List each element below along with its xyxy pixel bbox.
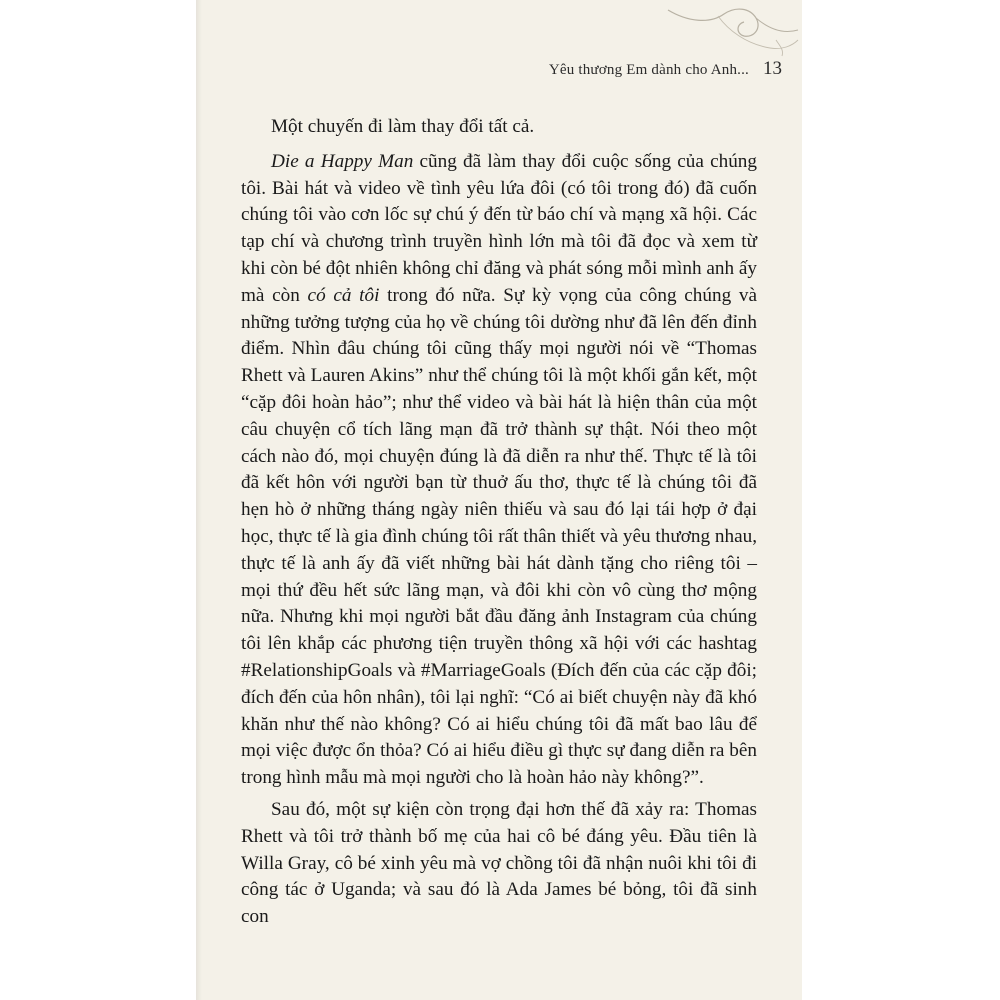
text-segment-italic: có cả tôi: [307, 284, 380, 306]
text-segment: cũng đã làm thay đổi cuộc sống của chúng tôi. Bài hát và video về tình yêu lứa đôi (có tôi trong đó) đã cuốn chúng tôi vào cơn lốc sự chú ý đến từ báo chí và mạng xã hội. Các tạp chí và chương trình truyền hình lớn mà tôi đã đọc và xem từ khi còn bé đột nhiên không chỉ đăng và phát sóng mỗi mình anh ấy mà còn: [241, 150, 757, 306]
body-text: [241, 114, 757, 931]
paragraph: [241, 114, 757, 141]
paragraph: [241, 149, 757, 792]
page-edge-shadow: [196, 0, 202, 1000]
text-segment: trong đó nữa. Sự kỳ vọng của công chúng và những tưởng tượng của họ về chúng tôi dường như đã lên đến đỉnh điểm. Nhìn đâu chúng tôi cũng thấy mọi người nói về “Thomas Rhett và Lauren Akins” như thể chúng tôi là một khối gắn kết, một “cặp đôi hoàn hảo”; như thể video và bài hát là hiện thân của một câu chuyện cổ tích lãng mạn đã trở thành sự thật. Nói theo một cách nào đó, mọi chuyện đúng là đã diễn ra như thế. Thực tế là tôi đã kết hôn với người bạn từ thuở ấu thơ, thực tế là chúng tôi đã hẹn hò ở những tháng ngày niên thiếu và sau đó lại tái hợp ở đại học, thực tế là gia đình chúng tôi rất thân thiết và yêu thương nhau, thực tế là anh ấy đã viết những bài hát dành tặng cho riêng tôi – mọi thứ đều hết sức lãng mạn, và đôi khi còn vô cùng thơ mộng nữa. Nhưng khi mọi người bắt đầu đăng ảnh Instagram của chúng tôi lên khắp các phương tiện truyền thông xã hội với các hashtag #RelationshipGoals và #MarriageGoals (Đích đến của các cặp đôi; đích đến của hôn nhân), tôi lại nghĩ: “Có ai biết chuyện này đã khó khăn như thế nào không? Có ai hiểu chúng tôi đã mất bao lâu để mọi việc được ổn thỏa? Có ai hiểu điều gì thực sự đang diễn ra bên trong hình mẫu mà mọi người cho là hoàn hảo này không?”.: [241, 284, 757, 789]
flourish-ornament-icon: [658, 0, 802, 62]
text-segment: Sau đó, một sự kiện còn trọng đại hơn thế đã xảy ra: Thomas Rhett và tôi trở thành bố mẹ của hai cô bé đáng yêu. Đầu tiên là Willa Gray, cô bé xinh yêu mà vợ chồng tôi đã nhận nuôi khi tôi đi công tác ở Uganda; và sau đó là Ada James bé bỏng, tôi đã sinh con: [241, 798, 757, 928]
running-head-title: Yêu thương Em dành cho Anh...: [548, 62, 749, 78]
text-segment-italic: Die a Happy Man: [271, 150, 414, 172]
page-number: 13: [763, 58, 782, 79]
running-head: [420, 58, 782, 80]
text-segment: Một chuyến đi làm thay đổi tất cả.: [271, 116, 535, 137]
paragraph: [241, 797, 757, 931]
